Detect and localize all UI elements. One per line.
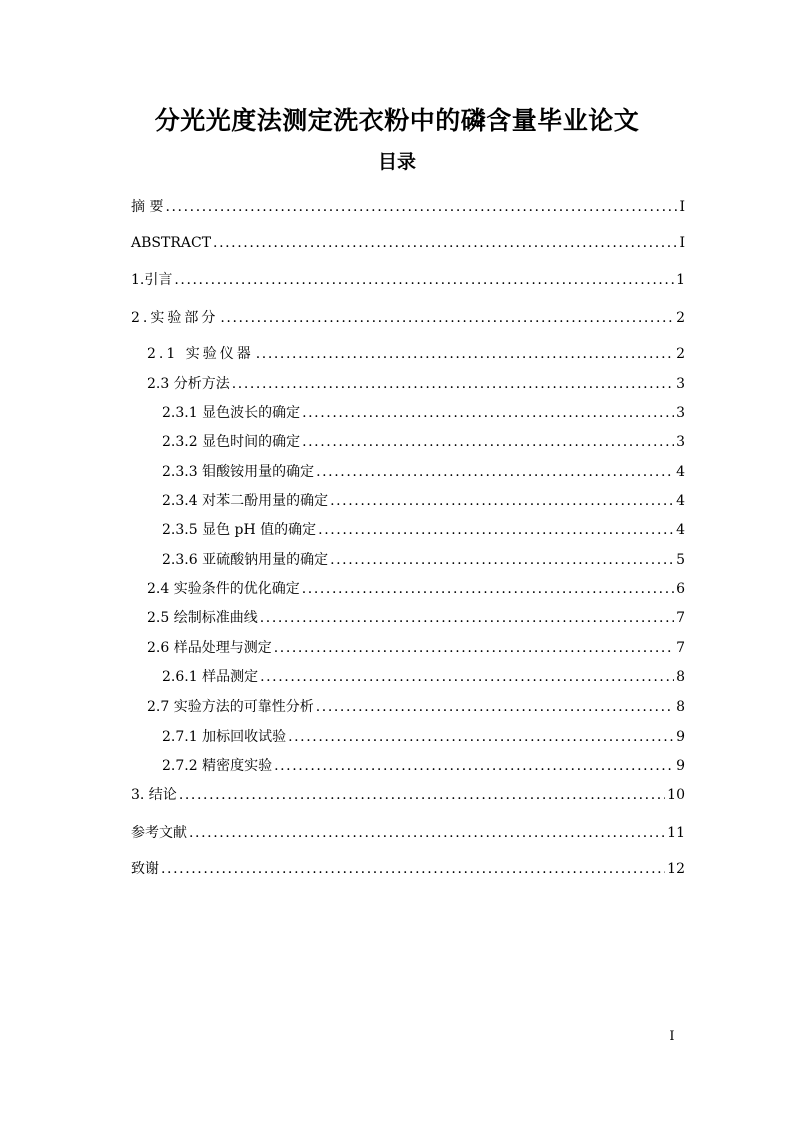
toc-leader-dots [260,607,674,629]
toc-entry-2-6-1[interactable] [162,666,685,688]
toc-entry-introduction[interactable] [131,269,685,291]
toc-entry-2-7-2[interactable] [162,755,685,777]
toc-leader-dots [179,784,665,806]
toc-leader-dots [161,858,665,880]
toc-leader-dots [302,578,674,600]
toc-leader-dots [302,402,674,424]
toc-leader-dots [213,232,677,254]
toc-entry-abstract-cn[interactable] [131,196,685,218]
toc-entry-page: I [679,199,685,215]
toc-entry-2-3-4[interactable] [162,490,685,512]
toc-entry-label: 2.1 实验仪器 [147,346,254,362]
toc-entry-label: 2.4 实验条件的优化确定 [147,581,300,597]
toc-entry-page: 5 [676,552,685,568]
toc-entry-2-3[interactable] [147,373,685,395]
toc-entry-label: 2.7.2 精密度实验 [162,758,273,774]
toc-leader-dots [330,549,674,571]
toc-leader-dots [274,637,674,659]
toc-entry-abstract-en[interactable] [131,232,685,254]
toc-entry-label: 2.3.5 显色 pH 值的确定 [162,522,317,538]
toc-entry-2-1[interactable] [147,343,685,365]
toc-entry-label: 2.3.2 显色时间的确定 [162,434,301,450]
toc-entry-label: 致谢 [131,861,159,877]
toc-entry-label: 2.7 实验方法的可靠性分析 [147,699,314,715]
toc-leader-dots [330,490,674,512]
toc-entry-page: 3 [676,405,685,421]
toc-leader-dots [316,461,674,483]
toc-leader-dots [174,269,674,291]
toc-leader-dots [232,373,674,395]
toc-entry-label: 2.实验部分 [131,310,219,326]
toc-entry-label: 2.3.3 钼酸铵用量的确定 [162,464,315,480]
toc-entry-2-3-1[interactable] [162,402,685,424]
toc-entry-label: 2.3.6 亚硫酸钠用量的确定 [162,552,329,568]
toc-leader-dots [316,696,674,718]
toc-entry-page: 6 [676,581,685,597]
toc-entry-page: 11 [667,825,685,841]
toc-entry-label: 2.6 样品处理与测定 [147,640,272,656]
toc-entry-label: ABSTRACT [131,235,212,251]
toc-entry-2-3-3[interactable] [162,461,685,483]
toc-entry-page: 3 [676,376,685,392]
toc-entry-page: 9 [676,758,685,774]
toc-entry-2-7-1[interactable] [162,726,685,748]
toc-leader-dots [189,822,665,844]
toc-leader-dots [165,196,677,218]
toc-entry-2-3-5[interactable] [162,519,685,541]
toc-entry-2-7[interactable] [147,696,685,718]
toc-entry-page: 12 [667,861,685,877]
toc-entry-page: 2 [676,346,685,362]
toc-entry-label: 2.6.1 样品测定 [162,669,259,685]
toc-entry-2-3-6[interactable] [162,549,685,571]
toc-entry-2-5[interactable] [147,607,685,629]
toc-leader-dots [302,431,674,453]
toc-entry-page: 9 [676,729,685,745]
toc-entry-label: 2.7.1 加标回收试验 [162,729,287,745]
toc-entry-page: 10 [667,787,685,803]
toc-entry-references[interactable] [131,822,685,844]
toc-leader-dots [274,755,674,777]
toc-entry-label: 2.3.1 显色波长的确定 [162,405,301,421]
toc-entry-page: I [679,235,685,251]
toc-entry-label: 2.5 绘制标准曲线 [147,610,258,626]
toc-heading: 目录 [377,151,416,173]
toc-entry-2-3-2[interactable] [162,431,685,453]
toc-entry-page: 2 [676,310,685,326]
toc-leader-dots [288,726,674,748]
toc-entry-2-6[interactable] [147,637,685,659]
toc-entry-page: 4 [676,464,685,480]
toc-entry-label: 1.引言 [131,272,173,288]
toc-entry-label: 3. 结论 [131,787,177,803]
toc-leader-dots [256,343,674,365]
toc-entry-label: 2.3 分析方法 [147,376,230,392]
toc-entry-experiment[interactable] [131,307,685,329]
toc-entry-acknowledgements[interactable] [131,858,685,880]
toc-entry-2-4[interactable] [147,578,685,600]
toc-entry-page: 3 [676,434,685,450]
toc-entry-label: 摘 要 [131,199,164,215]
toc-entry-label: 2.3.4 对苯二酚用量的确定 [162,493,329,509]
toc-entry-page: 8 [676,699,685,715]
toc-entry-label: 参考文献 [131,825,187,841]
toc-entry-page: 4 [676,493,685,509]
footer-page-number: I [669,1029,675,1044]
toc-leader-dots [220,307,674,329]
toc-entry-page: 1 [676,272,685,288]
toc-leader-dots [260,666,674,688]
toc-entry-page: 8 [676,669,685,685]
toc-entry-page: 7 [676,640,685,656]
toc-entry-page: 4 [676,522,685,538]
document-title: 分光光度法测定洗衣粉中的磷含量毕业论文 [154,106,640,135]
toc-entry-conclusion[interactable] [131,784,685,806]
toc-entry-page: 7 [676,610,685,626]
toc-leader-dots [318,519,674,541]
